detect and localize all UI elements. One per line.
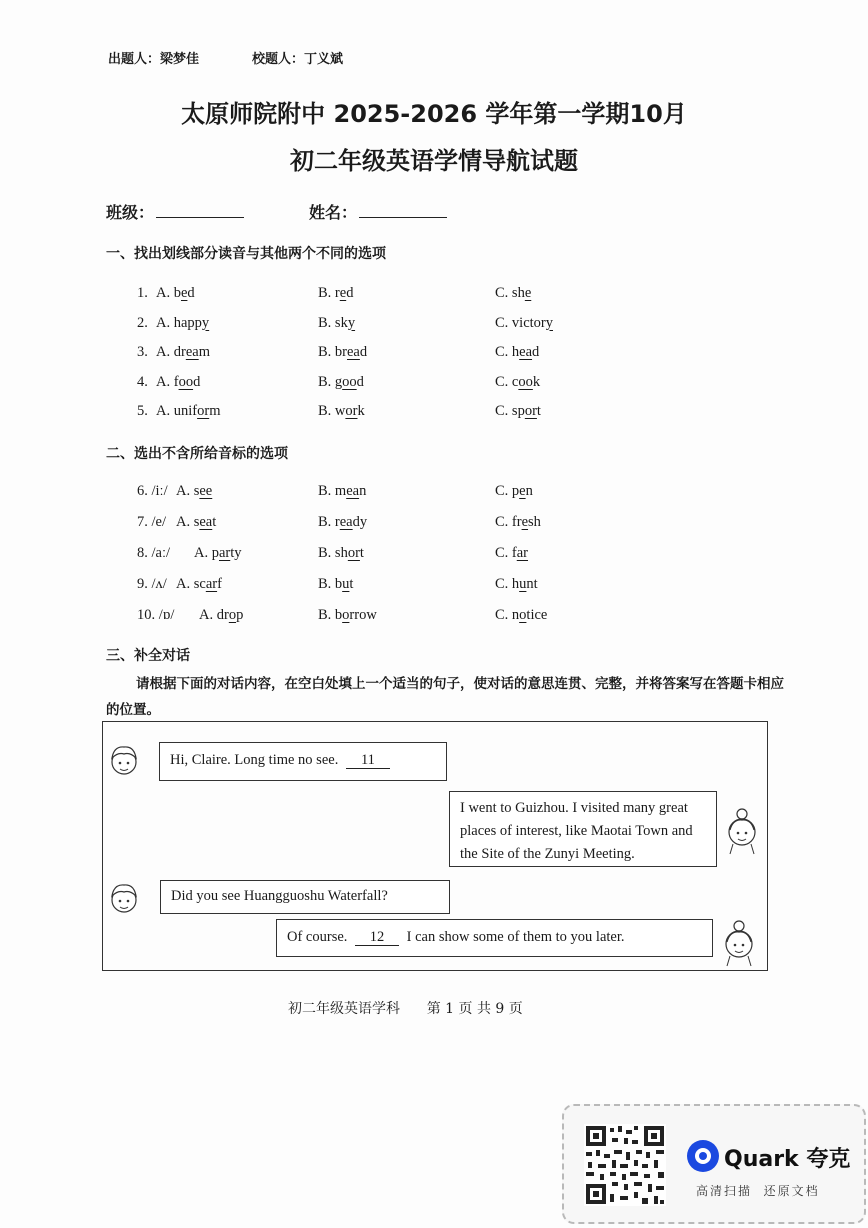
underlined-letters: ea [519, 344, 533, 360]
underlined-letters: ea [185, 344, 199, 360]
underlined-letters: ea [346, 483, 360, 499]
section1-heading: 一、找出划线部分读音与其他两个不同的选项 [106, 246, 386, 262]
underlined-letters: o [228, 607, 237, 623]
option-a[interactable]: A. seat [176, 514, 217, 530]
dialogue-line2-text: I went to Guizhou. I visited many great places of interest, like Maotai Town and the Site of the Zunyi Meeting. [460, 800, 693, 862]
option-b[interactable]: B. work [318, 403, 365, 419]
underlined-letters: ar [516, 545, 529, 561]
underlined-letters: oo [178, 373, 194, 390]
underlined-letters: u [519, 576, 527, 592]
option-a[interactable]: A. see [176, 483, 213, 499]
option-a[interactable]: A. scarf [176, 576, 222, 592]
quark-brand: Quark 夸克 [724, 1147, 851, 1172]
underlined-letters: oo [518, 373, 533, 390]
option-b[interactable]: B. sky [318, 314, 356, 331]
option-c[interactable]: C. cook [495, 373, 541, 390]
option-c[interactable]: C. sport [495, 403, 541, 419]
underlined-letters: o [519, 607, 527, 623]
option-c[interactable]: C. victory [495, 314, 553, 331]
underlined-letters: e [339, 285, 347, 301]
girl-avatar-icon-2 [722, 918, 756, 968]
dialogue-line1-text: Hi, Claire. Long time no see. [170, 752, 339, 768]
blank-12[interactable]: 12 [355, 929, 399, 946]
dialogue-bubble-2 [449, 791, 717, 867]
question-number: 2. [137, 314, 148, 331]
qr-code-icon [584, 1124, 666, 1206]
option-c[interactable]: C. hunt [495, 576, 538, 592]
question-number: 10. /ɒ/ [137, 607, 175, 623]
section3-instruction: 请根据下面的对话内容，在空白处填上一个适当的句子，使对话的意思连贯、完整，并将答案写在答题卡相应的位置。 [106, 676, 784, 718]
underlined-letters: y [545, 314, 553, 331]
name-label: 姓名： [309, 203, 358, 222]
title-line2: 初二年级英语学情导航试题 [290, 147, 578, 175]
name-field [309, 200, 447, 223]
class-label: 班级： [106, 203, 155, 222]
option-a[interactable]: A. happy [156, 314, 210, 331]
footer-page: 第 1 页 共 9 页 [426, 1001, 523, 1017]
quark-slogan: 高清扫描 还原文档 [696, 1184, 820, 1198]
question-number: 6. /iː/ [137, 483, 168, 499]
quark-watermark [562, 1104, 866, 1224]
underlined-letters: oo [342, 373, 357, 390]
dialogue-line4-pre: Of course. [287, 929, 348, 945]
underlined-letters: or [345, 403, 358, 419]
underlined-letters: ee [199, 483, 213, 499]
page-footer [288, 998, 523, 1018]
option-a[interactable]: A. food [156, 373, 201, 390]
underlined-letters: ar [218, 545, 231, 561]
quark-logo-icon [686, 1139, 720, 1173]
question-number: 5. [137, 403, 148, 419]
proofreader-label: 校题人：丁义斌 [252, 52, 344, 67]
option-b[interactable]: B. ready [318, 514, 368, 530]
boy-avatar-icon [108, 740, 140, 780]
option-b[interactable]: B. bread [318, 344, 368, 360]
section2-heading: 二、选出不含所给音标的选项 [106, 446, 288, 462]
option-b[interactable]: B. but [318, 576, 354, 592]
dialogue-line4-post: I can show some of them to you later. [406, 929, 625, 945]
option-c[interactable]: C. head [495, 344, 540, 360]
underlined-letters: e [180, 285, 188, 301]
section3-heading: 三、补全对话 [106, 648, 190, 664]
underlined-letters: or [197, 403, 210, 419]
class-blank[interactable] [156, 203, 244, 218]
underlined-letters: ea [199, 514, 213, 530]
option-a[interactable]: A. dream [156, 344, 210, 360]
option-b[interactable]: B. mean [318, 483, 367, 499]
girl-avatar-icon [725, 806, 759, 856]
underlined-letters: or [524, 403, 537, 419]
underlined-letters: y [201, 314, 210, 331]
option-b[interactable]: B. red [318, 285, 354, 301]
underlined-letters: ea [339, 514, 353, 530]
dialogue-bubble-4 [276, 919, 713, 957]
question-number: 1. [137, 285, 148, 301]
option-b[interactable]: B. borrow [318, 607, 377, 623]
underlined-letters: e [519, 483, 526, 499]
option-a[interactable]: A. drop [199, 607, 244, 623]
underlined-letters: o [342, 607, 350, 623]
question-number: 8. /aː/ [137, 545, 171, 561]
dialogue-bubble-3 [160, 880, 450, 914]
option-c[interactable]: C. fresh [495, 514, 541, 530]
underlined-letters: ar [205, 576, 218, 592]
option-c[interactable]: C. far [495, 545, 529, 561]
underlined-letters: u [342, 576, 350, 592]
underlined-letters: or [347, 545, 360, 561]
question-number: 7. /e/ [137, 514, 166, 530]
blank-11[interactable]: 11 [346, 752, 390, 769]
option-c[interactable]: C. she [495, 285, 532, 301]
dialogue-line3-text: Did you see Huangguoshu Waterfall? [171, 888, 388, 904]
underlined-letters: e [524, 285, 532, 301]
boy-avatar-icon-2 [108, 878, 140, 918]
question-number: 9. /ʌ/ [137, 576, 167, 592]
name-blank[interactable] [359, 203, 447, 218]
question-number: 3. [137, 344, 148, 360]
footer-subject: 初二年级英语学科 [288, 1001, 400, 1017]
dialogue-bubble-1 [159, 742, 447, 781]
option-c[interactable]: C. pen [495, 483, 533, 499]
option-c[interactable]: C. notice [495, 607, 548, 623]
option-a[interactable]: A. party [194, 545, 242, 561]
underlined-letters: ea [347, 344, 360, 360]
option-b[interactable]: B. good [318, 373, 364, 390]
title-line1: 太原师院附中 2025-2026 学年第一学期10月 [181, 100, 687, 128]
option-a[interactable]: A. bed [156, 285, 195, 301]
underlined-letters: y [347, 314, 356, 331]
underlined-letters: e [521, 514, 529, 530]
option-a[interactable]: A. uniform [156, 403, 221, 419]
class-field [106, 200, 244, 223]
option-b[interactable]: B. short [318, 545, 364, 561]
question-number: 4. [137, 373, 148, 390]
setter-label: 出题人：梁梦佳 [108, 52, 200, 67]
